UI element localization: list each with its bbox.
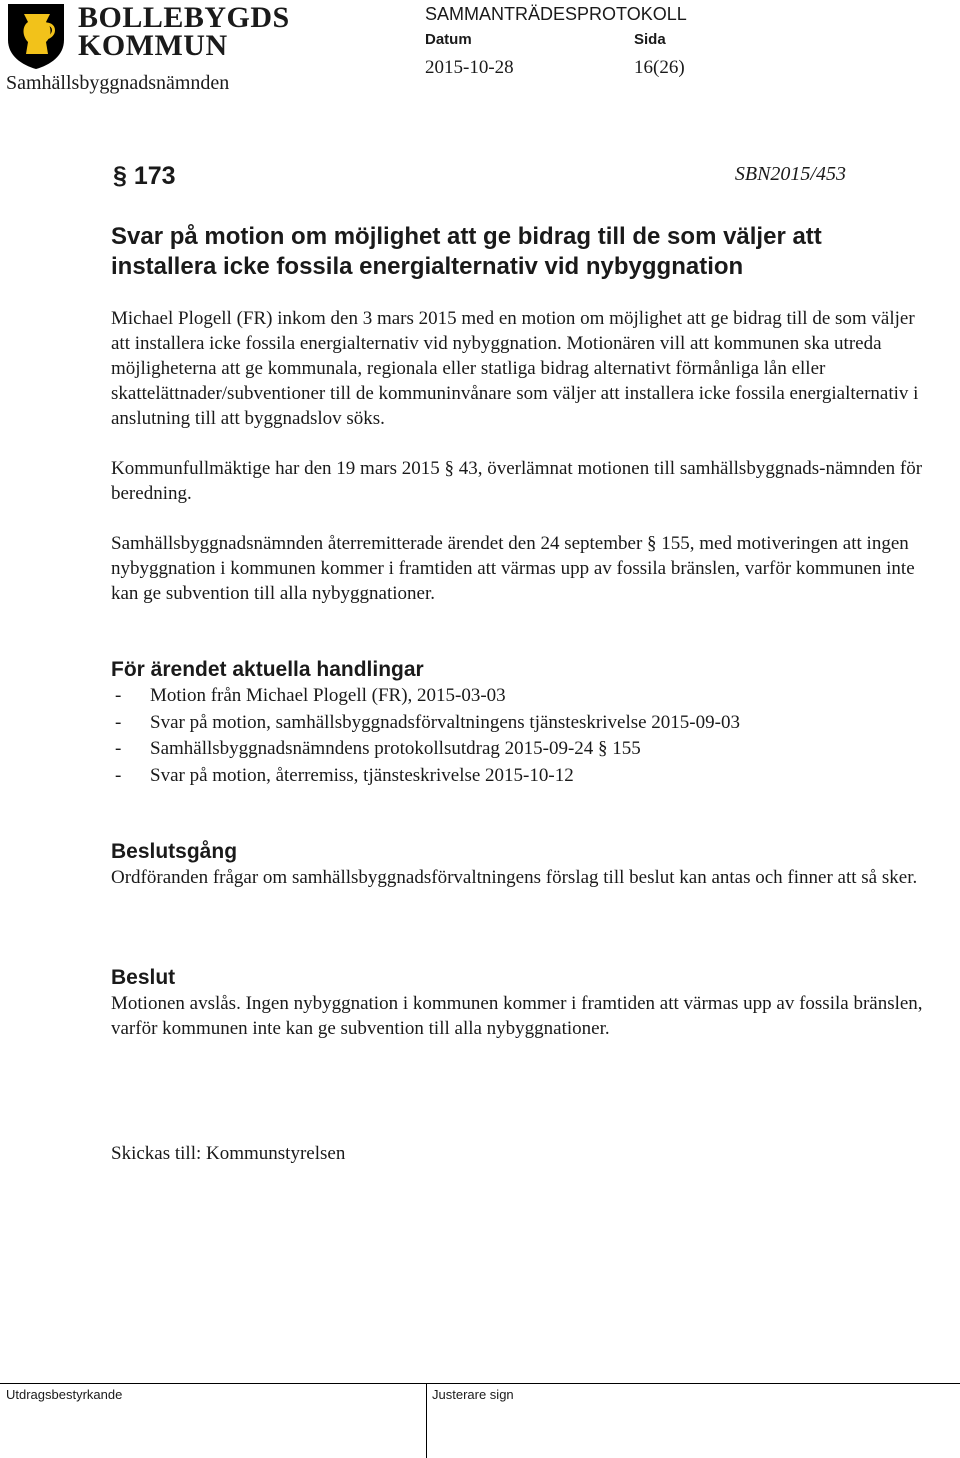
bullet-dash: -: [115, 711, 122, 733]
beslut-heading: Beslut: [111, 966, 176, 989]
list-item: [111, 683, 931, 710]
document-item: Samhällsbyggnadsnämndens protokollsutdrag 2015-09-24 § 155: [150, 738, 641, 759]
org-name-line1: BOLLEBYGDS: [78, 1, 290, 34]
bullet-dash: -: [115, 764, 122, 786]
section-title: Svar på motion om möjlighet att ge bidrag till de som väljer att installera icke fossila energialternativ vid nybyggnation: [111, 223, 822, 280]
footer-divider-line: [0, 1383, 960, 1384]
beslutsgang-text: Ordföranden frågar om samhällsbyggnadsförvaltningens förslag till beslut kan antas och finner att så sker.: [111, 867, 918, 888]
beslut-text: Motionen avslås. Ingen nybyggnation i kommunen kommer i framtiden att värmas upp av fossila bränslen, varför kommunen inte kan ge subvention till alla nybyggnationer.: [111, 993, 923, 1039]
document-type: SAMMANTRÄDESPROTOKOLL: [425, 4, 687, 24]
department-name: Samhällsbyggnadsnämnden: [6, 72, 230, 94]
body-paragraph-2: Kommunfullmäktige har den 19 mars 2015 § 43, överlämnat motionen till samhällsbyggnads-nämnden för beredning.: [111, 458, 923, 504]
footer-signature-label: Justerare sign: [432, 1387, 514, 1402]
case-number: SBN2015/453: [734, 163, 846, 185]
document-item: Motion från Michael Plogell (FR), 2015-03-03: [150, 685, 506, 706]
datum-value: 2015-10-28: [425, 57, 514, 78]
beslutsgang-heading: Beslutsgång: [111, 840, 238, 863]
footer-column-divider: [426, 1383, 427, 1458]
sent-to: Skickas till: Kommunstyrelsen: [111, 1143, 346, 1164]
coat-of-arms-icon: [6, 2, 66, 70]
body-paragraph-1: Michael Plogell (FR) inkom den 3 mars 2015 med en motion om möjlighet att ge bidrag till de som väljer att installera icke fossila energialternativ vid nybyggnation. Motionären vill att kommunen ska utreda möjligheterna att ge kommunala, regionala eller statliga bidrag alternativt förmånliga lån eller skattelättnader/subventioner till de kommuninvånare som väljer att installera icke fossila energialternativ i anslutning till att byggnadslov söks.: [111, 308, 919, 429]
bullet-dash: -: [115, 738, 122, 759]
document-item: Svar på motion, återremiss, tjänsteskrivelse 2015-10-12: [150, 764, 574, 786]
list-item: [111, 763, 931, 790]
bullet-dash: -: [115, 685, 122, 706]
datum-label: Datum: [425, 31, 472, 48]
documents-heading: För ärendet aktuella handlingar: [111, 658, 424, 681]
sida-label: Sida: [634, 31, 666, 48]
paragraph-number: § 173: [113, 162, 176, 190]
list-item: [111, 710, 931, 737]
footer-verification-label: Utdragsbestyrkande: [6, 1387, 123, 1402]
documents-list: [111, 683, 931, 789]
org-name-line2: KOMMUN: [78, 29, 228, 62]
list-item: [111, 736, 931, 763]
sida-value: 16(26): [634, 57, 685, 78]
document-item: Svar på motion, samhällsbyggnadsförvaltningens tjänsteskrivelse 2015-09-03: [150, 711, 740, 733]
body-paragraph-3: Samhällsbyggnadsnämnden återremitterade ärendet den 24 september § 155, med motiveringen att ingen nybyggnation i kommunen kommer i framtiden att värmas upp av fossila bränslen, varför kommunen inte kan ge subvention till alla nybyggnationer.: [111, 533, 915, 604]
